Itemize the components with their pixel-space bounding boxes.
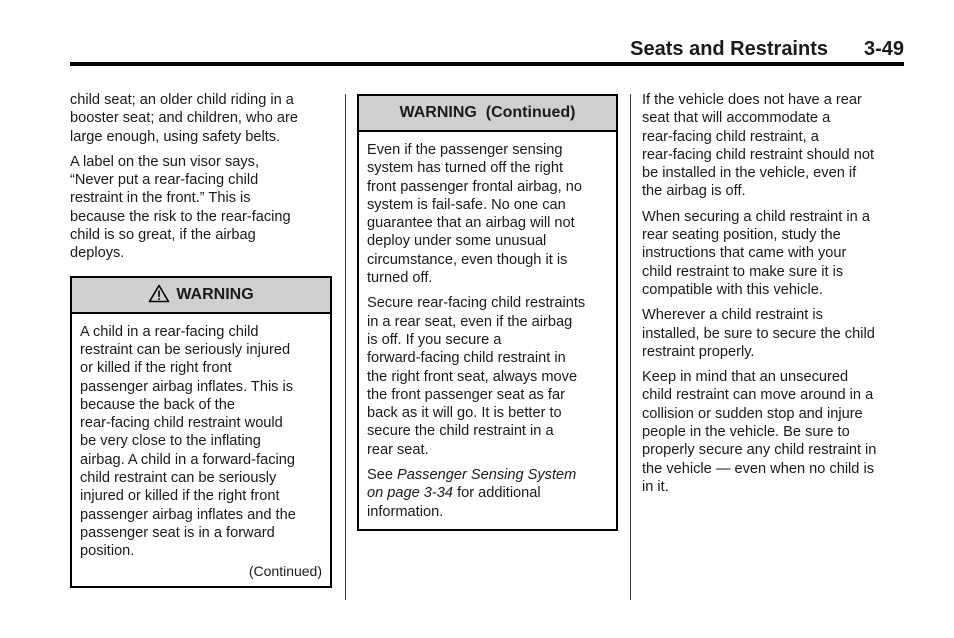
text-line: the front passenger seat as far [367, 386, 565, 403]
text-line: circumstance, even though it is [367, 251, 568, 268]
continued-label: (Continued) [248, 562, 322, 579]
text-line: restraint can be seriously injured [80, 341, 291, 358]
text-line: deploy under some unusual [367, 233, 547, 250]
text-line: booster seat; and children, who are [70, 110, 298, 127]
text-line: Wherever a child restraint is [642, 307, 823, 324]
text-line: injured or killed if the right front [80, 488, 280, 505]
paragraph [642, 306, 904, 361]
text-line: installed, be sure to secure the child [642, 325, 875, 342]
text-line: restraint properly. [642, 343, 755, 360]
paragraph [367, 141, 608, 287]
paragraph [70, 91, 332, 146]
text-line: in a rear seat, even if the airbag [367, 313, 573, 330]
text-line: the airbag is off. [642, 183, 746, 200]
paragraph [642, 368, 904, 496]
text-line: is off. If you secure a [367, 331, 502, 348]
text-line: If the vehicle does not have a rear [642, 92, 862, 108]
text-line: restraint in the front.” This is [70, 190, 251, 207]
warning-title: WARNING (Continued) [399, 103, 576, 121]
text-line: rear seat. [367, 441, 429, 458]
paragraph [367, 294, 608, 459]
warning-box-continued [357, 94, 618, 531]
paragraph [642, 91, 904, 201]
text-line: forward-facing child restraint in [367, 350, 566, 367]
text-line: guarantee that an airbag will not [367, 215, 575, 232]
warning-header [359, 96, 616, 132]
text-line: be very close to the inflating [80, 433, 261, 450]
warning-text [80, 323, 322, 561]
text-line: large enough, using safety belts. [70, 128, 281, 145]
text-line: the vehicle — even when no child is [642, 460, 875, 477]
text-line: seat that will accommodate a [642, 110, 831, 127]
warning-triangle-icon [148, 284, 170, 308]
warning-title: WARNING [176, 285, 254, 303]
text-line: rear seating position, study the [642, 227, 841, 244]
text-line: “Never put a rear-facing child [70, 172, 259, 189]
text-line: Secure rear-facing child restraints [367, 295, 586, 312]
text-line: secure the child restraint in a [367, 423, 554, 440]
text-line: rear-facing child restraint, a [642, 128, 819, 145]
see-last: information. [367, 503, 444, 520]
paragraph [70, 153, 332, 263]
text-line: front passenger frontal airbag, no [367, 178, 582, 195]
text-line: the right front seat, always move [367, 368, 578, 385]
see-reference [367, 466, 608, 521]
warning-box [70, 276, 332, 588]
warning-body [72, 314, 330, 586]
text-line: or killed if the right front [80, 360, 232, 377]
text-line: child restraint to make sure it is [642, 263, 844, 280]
see-ref-line1: Passenger Sensing System [397, 467, 577, 484]
text-line: rear-facing child restraint should not [642, 146, 874, 163]
text-line: position. [80, 543, 135, 560]
text-line: airbag. A child in a forward-facing [80, 451, 295, 468]
text-line: be installed in the vehicle, even if [642, 165, 857, 182]
page-number: 3-49 [863, 38, 904, 60]
text-line: instructions that came with your [642, 245, 847, 262]
text-line: rear-facing child restraint would [80, 415, 283, 432]
text-line: child is so great, if the airbag [70, 227, 256, 244]
text-line: back as it will go. It is better to [367, 405, 562, 422]
text-line: Keep in mind that an unsecured [642, 369, 849, 386]
column-divider [345, 94, 346, 600]
text-line: compatible with this vehicle. [642, 281, 823, 298]
see-suffix: for additional [453, 485, 541, 502]
text-line: system is fail-safe. No one can [367, 196, 566, 213]
text-line: passenger airbag inflates. This is [80, 378, 294, 395]
text-line: properly secure any child restraint in [642, 442, 877, 459]
page-header [70, 36, 904, 64]
see-prefix: See [367, 467, 398, 484]
text-line: collision or sudden stop and injure [642, 405, 863, 422]
text-line: passenger airbag inflates and the [80, 506, 296, 523]
text-line: child restraint can be seriously [80, 470, 277, 487]
warning-header [72, 278, 330, 314]
text-line: because the risk to the rear-facing [70, 208, 291, 225]
column-left [70, 91, 332, 588]
header-rule [70, 62, 904, 66]
text-line: Even if the passenger sensing [367, 142, 563, 158]
text-line: A label on the sun visor says, [70, 153, 260, 170]
text-line: child seat; an older child riding in a [70, 92, 294, 108]
column-middle [357, 94, 619, 531]
section-title: Seats and Restraints [630, 38, 828, 60]
text-line: in it. [642, 478, 669, 495]
column-right [642, 91, 904, 503]
text-line: because the back of the [80, 396, 235, 413]
text-line: people in the vehicle. Be sure to [642, 424, 850, 441]
text-line: turned off. [367, 270, 433, 287]
text-line: child restraint can move around in a [642, 387, 874, 404]
text-line: A child in a rear-facing child [80, 323, 259, 340]
text-line: deploys. [70, 245, 125, 262]
column-divider [630, 94, 631, 600]
text-line: passenger seat is in a forward [80, 524, 275, 541]
text-line: When securing a child restraint in a [642, 208, 870, 225]
text-line: system has turned off the right [367, 160, 564, 177]
see-ref-line2: on page 3-34 [367, 485, 454, 502]
paragraph [642, 208, 904, 299]
warning-body [359, 132, 616, 529]
